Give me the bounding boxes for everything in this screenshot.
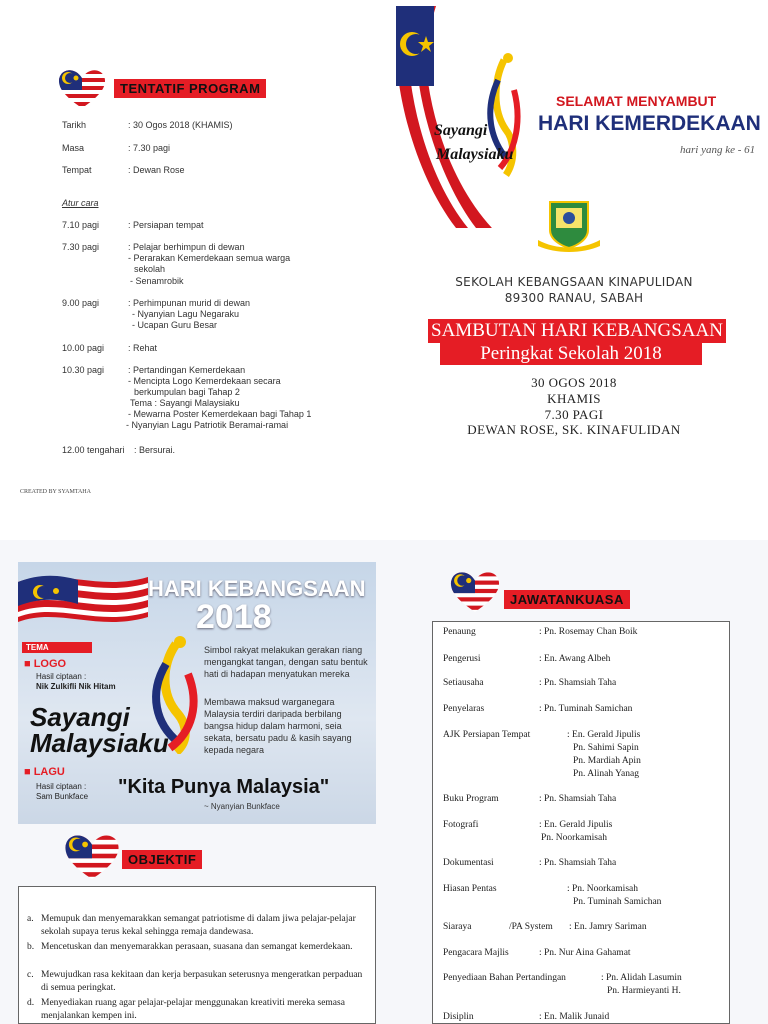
committee-member: Pn. Mardiah Apin xyxy=(573,756,641,766)
committee-role: Disiplin xyxy=(443,1012,474,1022)
committee-member: : Pn. Shamsiah Taha xyxy=(539,794,617,804)
objektif-marker: b. xyxy=(27,942,35,952)
committee-role: Buku Program xyxy=(443,794,499,804)
schedule-item: - Nyanyian Lagu Patriotik Beramai-ramai xyxy=(126,420,289,430)
committee-member: : En. Gerald Jipulis xyxy=(539,820,613,830)
committee-member: : Pn. Alidah Lasumin xyxy=(601,973,682,983)
committee-member: Pn. Noorkamisah xyxy=(541,833,607,843)
committee-role: AJK Persiapan Tempat xyxy=(443,730,531,740)
committee-role-extra: /PA System xyxy=(509,922,553,932)
detail-label: Masa xyxy=(62,143,85,153)
tentatif-heading: TENTATIF PROGRAM xyxy=(114,79,266,98)
committee-role: Penaung xyxy=(443,627,476,637)
schedule-time: 7.30 pagi xyxy=(62,242,100,252)
event-date: 30 OGOS 2018 xyxy=(531,375,617,390)
objektif-item: Mencetuskan dan menyemarakkan perasaan, suasana dan semangat kemerdekaan. xyxy=(41,942,353,952)
schedule-item: : Pertandingan Kemerdekaan xyxy=(128,365,246,375)
flag-swoosh-graphic xyxy=(396,6,492,228)
schedule-item: - Ucapan Guru Besar xyxy=(132,320,218,330)
objektif-box xyxy=(18,886,376,1024)
event-day: KHAMIS xyxy=(547,391,601,406)
schedule-item: - Mencipta Logo Kemerdekaan secara xyxy=(128,376,281,386)
schedule-item: berkumpulan bagi Tahap 2 xyxy=(134,387,240,397)
poster-sayangi: Sayangi xyxy=(30,702,130,732)
committee-member: : Pn. Rosemay Chan Boik xyxy=(539,627,638,637)
detail-label: Tarikh xyxy=(62,120,87,130)
school-name: SEKOLAH KEBANGSAAN KINAPULIDAN xyxy=(455,275,693,289)
banner-title: SAMBUTAN HARI KEBANGSAAN xyxy=(428,319,726,343)
flag-wave-graphic xyxy=(18,562,148,632)
schedule-item: Tema : Sayangi Malaysiaku xyxy=(130,398,240,408)
committee-role: Fotografi xyxy=(443,820,479,830)
logo-credit-label: Hasil ciptaan : xyxy=(36,672,87,681)
logo-meaning-1: Simbol rakyat melakukan gerakan riang mengangkat tangan, dengan satu bentuk hati di hadapan menyatukan mereka xyxy=(204,645,368,679)
lagu-credit-name: Sam Bunkface xyxy=(36,792,89,801)
committee-role: Siaraya xyxy=(443,922,472,932)
logo-text-malaysiaku: Malaysiaku xyxy=(436,146,514,163)
schedule-item: - Senamrobik xyxy=(130,276,184,286)
detail-value: : Dewan Rose xyxy=(128,165,185,175)
greeting-line-2: HARI KEMERDEKAAN xyxy=(538,112,761,135)
flag-heart-icon xyxy=(62,830,122,882)
greeting-line-1: SELAMAT MENYAMBUT xyxy=(556,93,717,109)
school-address: 89300 RANAU, SABAH xyxy=(504,291,644,305)
objektif-item: Mewujudkan rasa kekitaan dan kerja berpasukan seterusnya mengeratkan perpaduan di semua peringkat. xyxy=(41,970,363,993)
detail-value: : 7.30 pagi xyxy=(128,143,171,153)
logo-meaning-2: Membawa maksud warganegara Malaysia terdiri daripada berbilang bangsa hidup dalam harmoni, seia sekata, bersatu padu & kasih sayang kepada negara xyxy=(204,697,352,755)
song-singer: ~ Nyanyian Bunkface xyxy=(204,802,280,811)
objektif-marker: d. xyxy=(27,998,35,1008)
committee-member: Pn. Tuminah Samichan xyxy=(573,897,662,907)
committee-member: : En. Malik Junaid xyxy=(539,1012,610,1022)
schedule-item: : Bersurai. xyxy=(134,445,176,455)
jawatankuasa-box xyxy=(432,621,730,1024)
schedule-time: 10.00 pagi xyxy=(62,343,105,353)
school-crest-icon xyxy=(536,200,602,252)
schedule-item: - Mewarna Poster Kemerdekaan bagi Tahap 1 xyxy=(128,409,312,419)
committee-member: : En. Jamry Sariman xyxy=(569,922,647,932)
objektif-item: Memupuk dan menyemarakkan semangat patriotisme di dalam jiwa pelajar-pelajar sekolah supaya terus kekal sehingga remaja dandewasa. xyxy=(41,914,356,937)
committee-member: : Pn. Tuminah Samichan xyxy=(539,704,633,714)
schedule-item: : Perhimpunan murid di dewan xyxy=(128,298,251,308)
schedule-item: : Pelajar berhimpun di dewan xyxy=(128,242,245,252)
theme-poster xyxy=(18,562,376,824)
lagu-credit-label: Hasil ciptaan : xyxy=(36,782,87,791)
committee-member: : En. Awang Albeh xyxy=(539,654,611,664)
committee-role: Pengerusi xyxy=(443,654,481,664)
logo-label: ■ LOGO xyxy=(24,658,67,670)
banner-subtitle: Peringkat Sekolah 2018 xyxy=(440,343,702,365)
committee-role: Penyelaras xyxy=(443,704,485,714)
flag-heart-icon xyxy=(446,568,504,614)
committee-role: Dokumentasi xyxy=(443,858,494,868)
objektif-item: Menyediakan ruang agar pelajar-pelajar menggunakan kreativiti mereka semasa menjalankan kempen ini. xyxy=(41,998,345,1021)
committee-member: Pn. Harmieyanti H. xyxy=(607,986,681,996)
poster-year: 2018 xyxy=(196,598,272,636)
anniversary-text: hari yang ke - 61 xyxy=(680,144,756,156)
schedule-time: 7.10 pagi xyxy=(62,220,100,230)
event-venue: DEWAN ROSE, SK. KINAFULIDAN xyxy=(467,422,681,437)
committee-member: Pn. Alinah Yanag xyxy=(573,769,639,779)
poster-malaysiaku: Malaysiaku xyxy=(30,728,169,758)
event-time: 7.30 PAGI xyxy=(544,407,604,422)
schedule-time: 12.00 tengahari xyxy=(62,445,125,455)
committee-member: Pn. Sahimi Sapin xyxy=(573,743,639,753)
committee-member: : En. Gerald Jipulis xyxy=(567,730,641,740)
objektif-heading: OBJEKTIF xyxy=(122,850,202,869)
lagu-label: ■ LAGU xyxy=(24,766,65,778)
schedule-item: : Persiapan tempat xyxy=(128,220,204,230)
flag-heart-icon xyxy=(56,66,108,110)
credit-text: CREATED BY SYAMTAHA xyxy=(20,489,91,495)
schedule-item: : Rehat xyxy=(128,343,158,353)
committee-member: : Pn. Shamsiah Taha xyxy=(539,678,617,688)
poster-title: HARI KEBANGSAAN xyxy=(148,576,366,601)
committee-role: Setiausaha xyxy=(443,678,484,688)
schedule-item: - Perarakan Kemerdekaan semua warga xyxy=(128,253,291,263)
committee-member: : Pn. Nur Aina Gahamat xyxy=(539,948,631,958)
logo-text-sayangi: Sayangi xyxy=(434,122,488,139)
song-title: "Kita Punya Malaysia" xyxy=(118,776,330,798)
objektif-marker: a. xyxy=(27,914,34,924)
jawatankuasa-heading: JAWATANKUASA xyxy=(504,590,630,609)
atur-cara-label: Atur cara xyxy=(62,198,99,208)
committee-role: Penyediaan Bahan Pertandingan xyxy=(443,973,566,983)
logo-credit-name: Nik Zulkifli Nik Hitam xyxy=(36,682,116,691)
committee-member: : Pn. Noorkamisah xyxy=(567,884,638,894)
schedule-time: 9.00 pagi xyxy=(62,298,100,308)
committee-member: : Pn. Shamsiah Taha xyxy=(539,858,617,868)
tema-tag: TEMA xyxy=(22,642,92,653)
detail-value: : 30 Ogos 2018 (KHAMIS) xyxy=(128,120,233,130)
schedule-item: sekolah xyxy=(134,264,166,274)
schedule-time: 10.30 pagi xyxy=(62,365,105,375)
detail-label: Tempat xyxy=(62,165,92,175)
committee-role: Hiasan Pentas xyxy=(443,884,497,894)
committee-role: Pengacara Majlis xyxy=(443,948,509,958)
schedule-item: - Nyanyian Lagu Negaraku xyxy=(132,309,240,319)
objektif-marker: c. xyxy=(27,970,34,980)
